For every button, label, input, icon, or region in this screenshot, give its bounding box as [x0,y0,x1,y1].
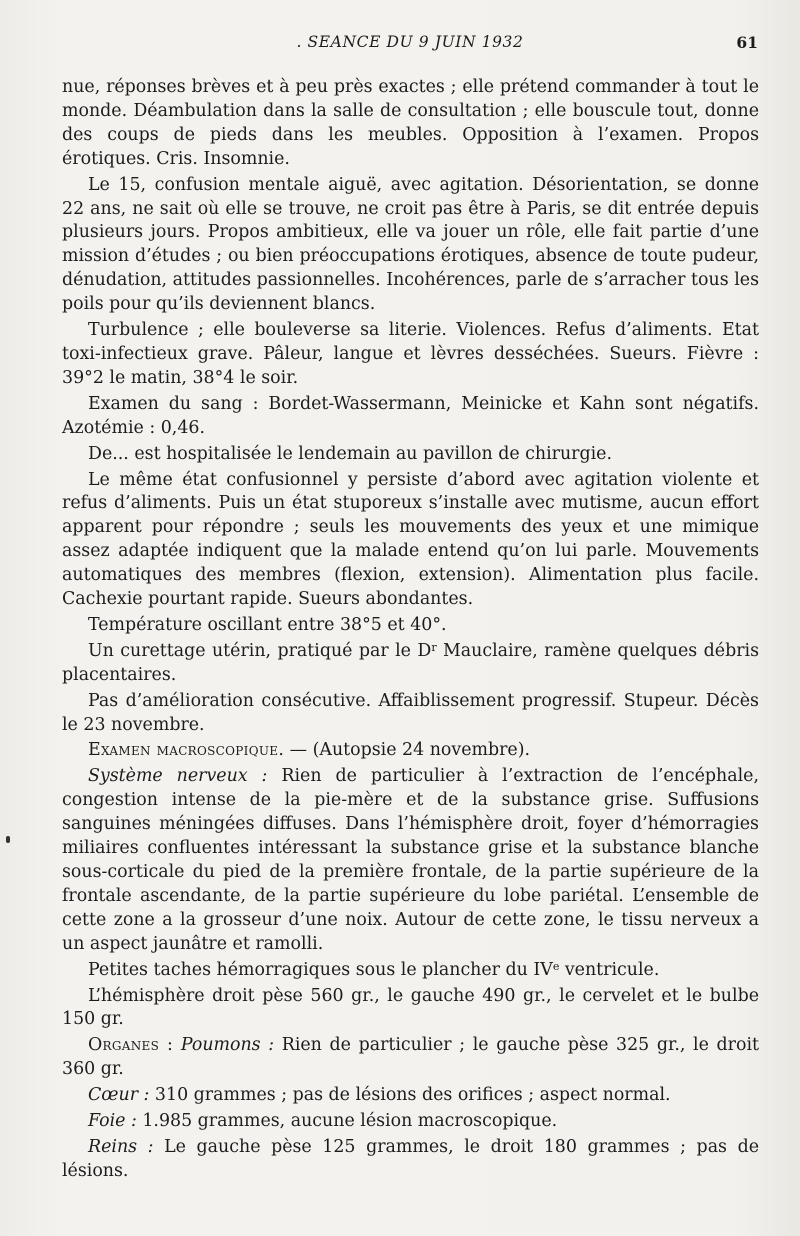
text-run: Mauclaire, ramène quelques débris placentaires. [62,640,759,685]
paragraph [62,393,759,441]
text-run: Examen du sang : Bordet-Wassermann, Meinicke et Kahn sont négatifs. Azotémie : 0,46. [62,393,759,438]
superscript: e [552,959,560,973]
paragraph [62,739,759,763]
paragraph [62,1136,759,1184]
margin-ink-mark [6,836,10,843]
text-run: nue, réponses brèves et à peu près exactes ; elle prétend commander à tout le monde. Déambulation dans la salle de consultation ; elle bouscule tout, donne des coups de pieds dans les meubles. Opposition à l’examen. Propos érotiques. Cris. Insomnie. [62,77,759,169]
section-heading: Organes : [88,1035,174,1056]
text-run: Rien de particulier ; le gauche pèse 325 gr., le droit 360 gr. [62,1035,760,1080]
paragraph [62,690,759,738]
page-number: 61 [736,33,758,52]
text-run: Un curettage utérin, pratiqué par le D [88,640,432,661]
running-title: . SEANCE DU 9 JUIN 1932 [296,33,524,51]
text-run [173,1035,181,1055]
paragraph [62,985,759,1033]
text-run: 310 grammes ; pas de lésions des orifices ; aspect normal. [149,1085,671,1106]
text-run: — (Autopsie 24 novembre). [284,740,531,761]
text-run: Pas d’amélioration consécutive. Affaiblissement progressif. Stupeur. Décès le 23 novembre. [62,690,759,735]
italic-label: Poumons : [180,1035,275,1056]
paragraph [62,1110,759,1134]
text-run: Rien de particulier à l’extraction de l’encéphale, congestion intense de la pie-mère et de la substance grise. Suffusions sanguines méningées diffuses. Dans l’hémisphère droit, foyer d’hémorragies miliaires confluentes intéressant la substance grise et la substance blanche sous-corticale du pied de la première frontale, de la partie supérieure de la frontale ascendante, de la partie supérieure du lobe pariétal. L’ensemble de cette zone a la grosseur d’une noix. Autour de cette zone, le tissu nerveux a un aspect jaunâtre et ramolli. [62,766,759,954]
paragraph [62,469,759,612]
italic-label: Foie : [88,1111,137,1132]
text-run: Le même état confusionnel y persiste d’abord avec agitation violente et refus d’aliments. Puis un état stuporeux s’installe avec mutisme, aucun effort apparent pour répondre ; seuls les mouvements des yeux et une mimique assez adaptée indiquent que la malade entend qu’on lui parle. Mouvements automatiques des membres (flexion, extension). Alimentation plus facile. Cachexie pourtant rapide. Sueurs abondantes. [62,469,759,610]
paragraph [62,1034,759,1082]
body-text [62,76,759,1186]
paragraph [62,443,759,467]
text-run: ventricule. [559,959,660,980]
text-run: Le 15, confusion mentale aiguë, avec agitation. Désorientation, se donne 22 ans, ne sait où elle se trouve, ne croit pas être à Paris, se dit entrée depuis plusieurs jours. Propos ambitieux, elle va jouer un rôle, elle fait partie d’une mission d’études ; ou bien préoccupations érotiques, absence de toute pudeur, dénudation, attitudes passionnelles. Incohérences, parle de s’arracher tous les poils pour qu’ils deviennent blancs. [62,174,759,315]
paragraph [62,765,759,956]
paragraph [62,76,759,172]
italic-label: Cœur : [88,1085,150,1106]
text-run: Le gauche pèse 125 grammes, le droit 180 grammes ; pas de lésions. [62,1136,759,1181]
paragraph [62,640,759,688]
superscript: r [431,640,437,654]
page-header [60,33,760,57]
paragraph [62,1084,759,1108]
paragraph [62,614,759,638]
paragraph [62,174,759,317]
italic-label: Système nerveux : [88,766,268,787]
paragraph [62,319,759,391]
text-run: Turbulence ; elle bouleverse sa literie. Violences. Refus d’aliments. Etat toxi-infectieux grave. Pâleur, langue et lèvres desséchées. Sueurs. Fièvre : 39°2 le matin, 38°4 le soir. [62,320,759,388]
italic-label: Reins : [88,1136,154,1157]
text-run: Petites taches hémorragiques sous le plancher du IV [88,959,553,980]
paragraph [62,959,759,983]
text-run: Température oscillant entre 38°5 et 40°. [88,614,447,635]
text-run: L’hémisphère droit pèse 560 gr., le gauche 490 gr., le cervelet et le bulbe 150 gr. [62,985,759,1030]
text-run: 1.985 grammes, aucune lésion macroscopique. [136,1111,558,1132]
section-heading: Examen macroscopique. [88,740,285,761]
text-run: De... est hospitalisée le lendemain au pavillon de chirurgie. [88,443,612,464]
